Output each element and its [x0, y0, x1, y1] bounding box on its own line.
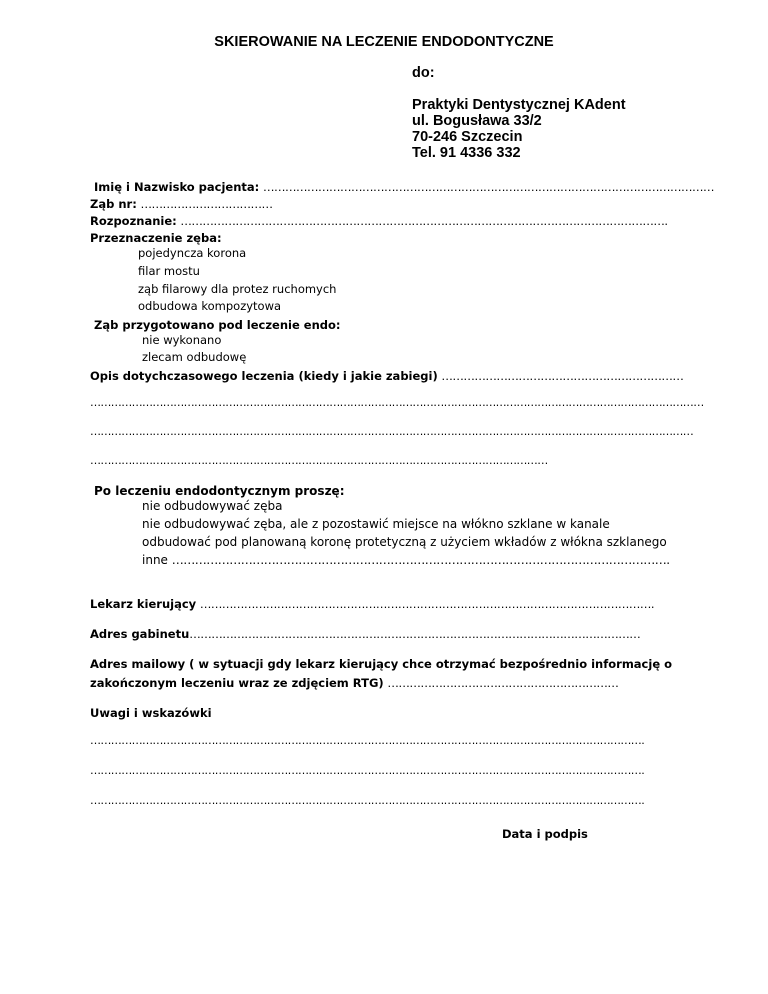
history-line-2: ………………………………………………………………………………………………………………………………………………………… [90, 425, 694, 438]
after-other-label: inne [142, 553, 168, 567]
patient-name-field [94, 178, 714, 196]
history-line-3: …………………………………………………………………………………………………………………… [90, 454, 548, 467]
prepared-label: Ząb przygotowano pod leczenie endo: [94, 318, 341, 332]
referring-doctor-dots: ……………………………………………………………………………………………………………. [199, 597, 654, 611]
after-option-rebuild-crown: odbudować pod planowaną koronę protetyczną z użyciem wkładów z włókna szklanego [142, 535, 667, 549]
tooth-number-dots: ……………………………… [140, 197, 273, 211]
patient-name-dots: …………………………………………………………………………………………………………… [262, 180, 714, 194]
document-title: SKIEROWANIE NA LECZENIE ENDODONTYCZNE [214, 34, 554, 50]
patient-name-label: Imię i Nazwisko pacjenta: [94, 180, 260, 194]
history-dots: ………………………………………………………… [441, 369, 684, 383]
diagnosis-field [90, 212, 668, 230]
tooth-number-field [90, 195, 272, 213]
prepared-option-not-done: nie wykonano [142, 333, 222, 347]
tooth-number-label: Ząb nr: [90, 197, 137, 211]
email-label-line-1: Adres mailowy ( w sytuacji gdy lekarz kierujący chce otrzymać bezpośrednio informację o [90, 657, 673, 671]
purpose-option-denture-abutment: ząb filarowy dla protez ruchomych [138, 282, 337, 296]
email-label-line-2: zakończonym leczeniu wraz ze zdjęciem RTG) [90, 676, 384, 690]
notes-line-2: ……………………………………………………………………………………………………………………………………………. [90, 764, 645, 777]
referring-doctor-label: Lekarz kierujący [90, 597, 197, 611]
after-other-dots: …………………………………………………………………………………………………………………. [171, 553, 670, 567]
email-field [90, 674, 618, 692]
recipient-name: Praktyki Dentystycznej KAdent [412, 97, 626, 113]
clinic-address-field [90, 625, 640, 643]
notes-label: Uwagi i wskazówki [90, 706, 212, 720]
email-dots: ……………………………………………………… [387, 676, 619, 690]
date-signature-label: Data i podpis [502, 827, 588, 841]
history-label: Opis dotychczasowego leczenia (kiedy i jakie zabiegi) [90, 369, 438, 383]
recipient-to-label: do: [412, 65, 435, 81]
referring-doctor-field [90, 595, 654, 613]
clinic-address-dots: …………………………………………………………………………………………………………… [189, 627, 641, 641]
purpose-option-bridge-abutment: filar mostu [138, 264, 200, 278]
recipient-phone: Tel. 91 4336 332 [412, 145, 521, 161]
notes-line-1: ……………………………………………………………………………………………………………………………………………. [90, 734, 645, 747]
clinic-address-label: Adres gabinetu [90, 627, 190, 641]
recipient-street: ul. Bogusława 33/2 [412, 113, 542, 129]
purpose-option-single-crown: pojedyncza korona [138, 246, 247, 260]
history-field [90, 367, 683, 385]
notes-line-3: ……………………………………………………………………………………………………………………………………………. [90, 794, 645, 807]
after-option-other [142, 553, 670, 567]
purpose-label: Przeznaczenie zęba: [90, 231, 222, 245]
prepared-option-order-restoration: zlecam odbudowę [142, 350, 247, 364]
purpose-option-composite: odbudowa kompozytowa [138, 299, 282, 313]
recipient-city: 70-246 Szczecin [412, 129, 523, 145]
history-line-1: …………………………………………………………………………………………………………………………………………………………… [90, 396, 704, 409]
diagnosis-dots: ……………………………………………………………………………………………………………………. [180, 214, 668, 228]
after-option-leave-space: nie odbudowywać zęba, ale z pozostawić miejsce na włókno szklane w kanale [142, 517, 610, 531]
diagnosis-label: Rozpoznanie: [90, 214, 177, 228]
after-treatment-label: Po leczeniu endodontycznym proszę: [94, 484, 345, 498]
after-option-no-rebuild: nie odbudowywać zęba [142, 499, 283, 513]
